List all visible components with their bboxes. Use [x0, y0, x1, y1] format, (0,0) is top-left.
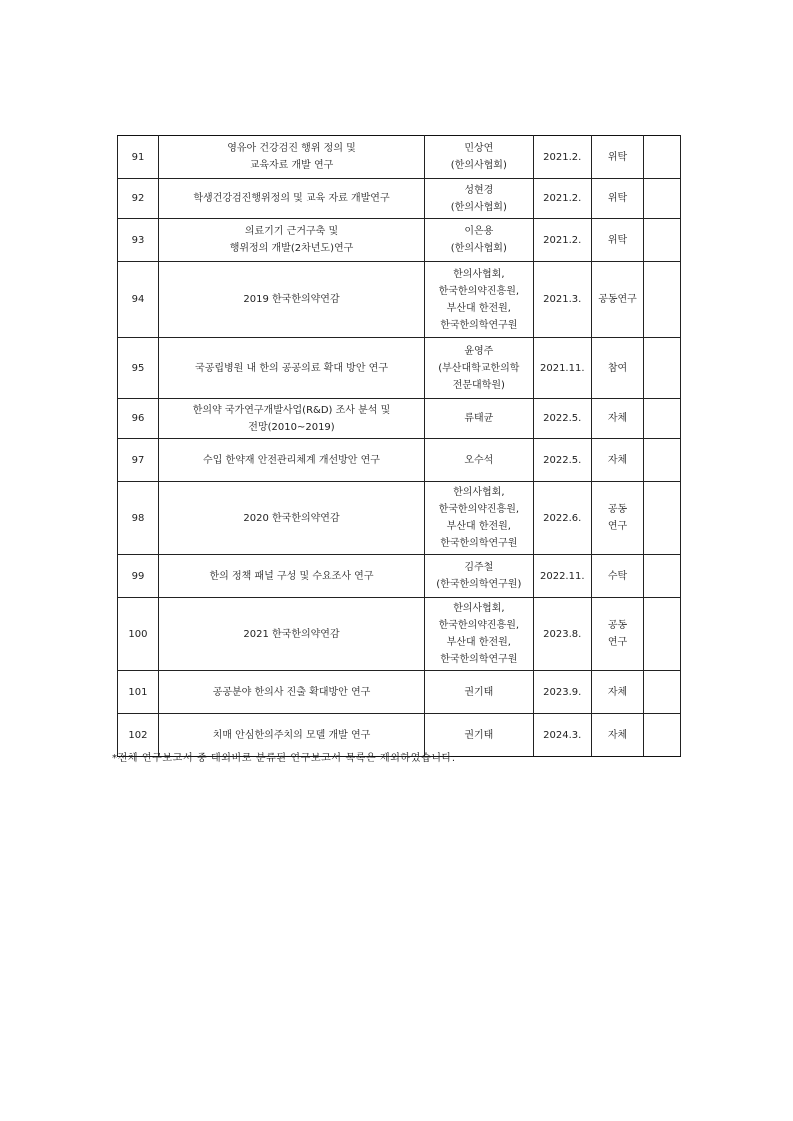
report-type [591, 439, 643, 482]
report-title-line: 공공분야 한의사 진출 확대방안 연구 [212, 686, 371, 698]
report-type-line: 위탁 [607, 193, 628, 204]
report-author-line: 한국한의약진흥원, [438, 504, 520, 515]
report-date: 2024.3. [533, 714, 591, 757]
row-number: 94 [118, 262, 159, 338]
row-number: 100 [118, 598, 159, 671]
row-number: 91 [118, 136, 159, 179]
empty-cell [644, 262, 681, 338]
report-title-line: 한의 정책 패널 구성 및 수요조사 연구 [209, 570, 374, 582]
report-author-line: 성현경 [464, 184, 494, 196]
report-type-line: 공동 [607, 504, 628, 515]
report-author [425, 555, 534, 598]
report-author-line: (한의사협회) [450, 243, 507, 254]
report-title-line: 학생건강검진행위정의 및 교육 자료 개발연구 [193, 193, 390, 204]
report-type [591, 714, 643, 757]
row-number: 96 [118, 399, 159, 439]
report-date: 2021.2. [533, 179, 591, 219]
report-date: 2021.11. [533, 338, 591, 399]
report-title [158, 179, 424, 219]
empty-cell [644, 439, 681, 482]
report-title-line: 전망(2010~2019) [248, 421, 335, 433]
row-number: 99 [118, 555, 159, 598]
table-row [118, 598, 681, 671]
report-title-line: 수입 한약재 안전관리체계 개선방안 연구 [203, 454, 380, 466]
report-author-line: 부산대 한전원, [446, 521, 511, 532]
report-type-line: 자체 [607, 454, 628, 466]
table-row [118, 136, 681, 179]
table-row [118, 399, 681, 439]
row-number: 97 [118, 439, 159, 482]
report-author [425, 598, 534, 671]
report-type-line: 공동연구 [598, 294, 637, 305]
research-report-table [117, 135, 681, 757]
table-row [118, 338, 681, 399]
empty-cell [644, 598, 681, 671]
table-row [118, 219, 681, 262]
report-author-line: 한의사협회, [453, 603, 505, 614]
report-date: 2021.2. [533, 219, 591, 262]
row-number: 102 [118, 714, 159, 757]
table-row [118, 482, 681, 555]
report-author-line: 김주철 [464, 562, 494, 573]
report-type-line: 자체 [607, 729, 628, 741]
report-type [591, 399, 643, 439]
report-author [425, 262, 534, 338]
empty-cell [644, 714, 681, 757]
report-type-line: 위탁 [607, 151, 628, 163]
report-author-line: (부산대학교한의학 [438, 362, 520, 374]
report-author-line: (한국한의학연구원) [436, 579, 522, 590]
report-title [158, 439, 424, 482]
report-author-line: 부산대 한전원, [446, 302, 511, 314]
row-number: 93 [118, 219, 159, 262]
report-title-line: 교육자료 개발 연구 [249, 160, 334, 171]
row-number: 95 [118, 338, 159, 399]
report-type-line: 연구 [607, 637, 628, 648]
report-date: 2023.8. [533, 598, 591, 671]
report-date: 2022.6. [533, 482, 591, 555]
empty-cell [644, 482, 681, 555]
table-row [118, 179, 681, 219]
report-date: 2021.2. [533, 136, 591, 179]
report-author-line: (한의사협회) [450, 160, 507, 171]
report-author [425, 482, 534, 555]
report-title [158, 399, 424, 439]
table-row [118, 439, 681, 482]
table-body [118, 136, 681, 757]
row-number: 92 [118, 179, 159, 219]
report-author [425, 136, 534, 179]
empty-cell [644, 671, 681, 714]
empty-cell [644, 219, 681, 262]
report-author-line: 한국한의학연구원 [440, 654, 518, 665]
report-type-line: 자체 [607, 413, 628, 424]
report-title [158, 598, 424, 671]
report-author-line: 한국한의약진흥원, [438, 285, 520, 297]
report-title-line: 의료기기 근거구축 및 [244, 226, 339, 237]
report-type-line: 수탁 [607, 570, 628, 582]
report-title-line: 영유아 건강검진 행위 정의 및 [227, 143, 356, 154]
report-author-line: 윤영주 [464, 345, 494, 357]
report-title-line: 2020 한국한의약연감 [243, 512, 340, 524]
report-author-line: 한의사협회, [453, 487, 505, 498]
table-row [118, 262, 681, 338]
report-author [425, 338, 534, 399]
report-author-line: 한국한의약진흥원, [438, 620, 520, 631]
report-title [158, 136, 424, 179]
empty-cell [644, 399, 681, 439]
report-title [158, 262, 424, 338]
report-title [158, 219, 424, 262]
report-type [591, 671, 643, 714]
report-title-line: 2019 한국한의약연감 [243, 294, 340, 305]
empty-cell [644, 179, 681, 219]
report-type [591, 598, 643, 671]
row-number: 98 [118, 482, 159, 555]
report-author-line: 한국한의학연구원 [440, 319, 518, 331]
report-date: 2021.3. [533, 262, 591, 338]
report-author [425, 219, 534, 262]
report-type-line: 공동 [607, 620, 628, 631]
report-type [591, 179, 643, 219]
report-date: 2022.5. [533, 399, 591, 439]
report-type [591, 555, 643, 598]
report-type-line: 연구 [607, 521, 628, 532]
report-author-line: 권기태 [464, 686, 494, 698]
report-author-line: 오수석 [464, 454, 494, 466]
report-date: 2022.11. [533, 555, 591, 598]
report-type-line: 위탁 [607, 234, 628, 246]
report-date: 2022.5. [533, 439, 591, 482]
report-type [591, 338, 643, 399]
report-author-line: 한의사협회, [453, 268, 505, 280]
report-title-line: 한의약 국가연구개발사업(R&D) 조사 분석 및 [192, 404, 391, 416]
report-author-line: 류태균 [464, 413, 494, 424]
table-row [118, 671, 681, 714]
report-type-line: 참여 [607, 362, 628, 374]
report-author [425, 399, 534, 439]
report-title [158, 338, 424, 399]
report-author-line: 민상연 [464, 143, 494, 154]
report-title-line: 행위정의 개발(2차년도)연구 [229, 243, 354, 254]
empty-cell [644, 338, 681, 399]
report-title-line: 치매 안심한의주치의 모델 개발 연구 [212, 729, 371, 741]
report-type [591, 262, 643, 338]
report-type-line: 자체 [607, 686, 628, 698]
report-type [591, 136, 643, 179]
footnote: *전체 연구보고서 중 대외비로 분류된 연구보고서 목록은 제외하였습니다. [112, 753, 456, 764]
report-title [158, 671, 424, 714]
report-author [425, 671, 534, 714]
empty-cell [644, 136, 681, 179]
table-row [118, 555, 681, 598]
report-date: 2023.9. [533, 671, 591, 714]
empty-cell [644, 555, 681, 598]
report-author-line: 부산대 한전원, [446, 637, 511, 648]
report-author [425, 179, 534, 219]
report-author-line: 전문대학원) [452, 379, 505, 391]
report-type [591, 219, 643, 262]
report-title [158, 482, 424, 555]
report-author-line: (한의사협회) [450, 201, 507, 213]
row-number: 101 [118, 671, 159, 714]
report-type [591, 482, 643, 555]
report-author [425, 439, 534, 482]
report-author-line: 한국한의학연구원 [440, 538, 518, 549]
report-title [158, 555, 424, 598]
report-author-line: 권기태 [464, 729, 494, 741]
report-title-line: 국공립병원 내 한의 공공의료 확대 방안 연구 [195, 362, 388, 374]
report-author-line: 이은용 [464, 226, 494, 237]
report-title-line: 2021 한국한의약연감 [243, 628, 340, 640]
